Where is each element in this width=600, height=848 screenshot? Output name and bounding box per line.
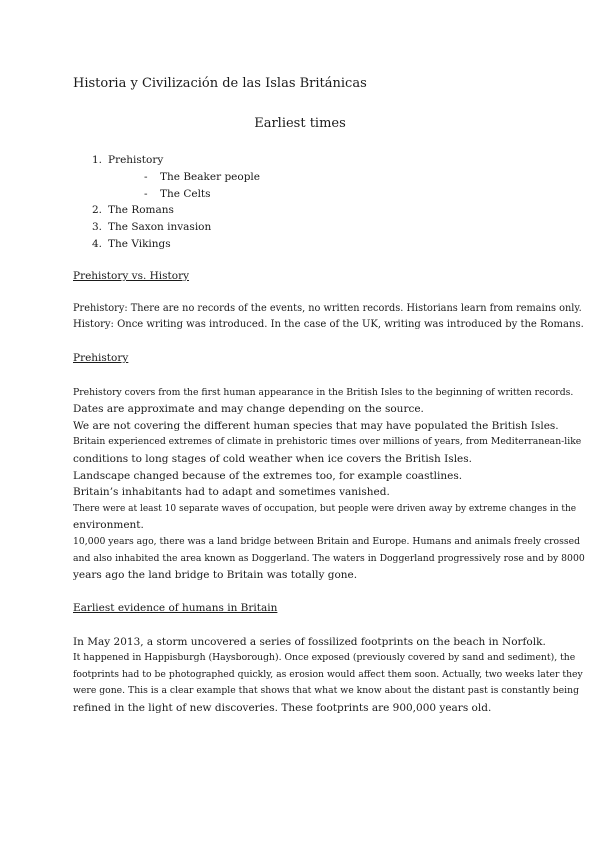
paragraph-line: Dates are approximate and may change depending on the source. xyxy=(73,403,424,416)
paragraph-line: In May 2013, a storm uncovered a series of fossilized footprints on the beach in Norfolk. xyxy=(73,635,546,648)
paragraph-line: and also inhabited the area known as Doggerland. The waters in Doggerland progressively rose and by 8000 xyxy=(73,552,585,564)
section-prehistory xyxy=(73,350,585,584)
toc-number: 2. xyxy=(92,204,103,217)
paragraph-line: refined in the light of new discoveries. These footprints are 900,000 years old. xyxy=(73,701,492,714)
paragraph-line: Prehistory covers from the first human appearance in the British Isles to the beginning of written records. xyxy=(73,386,574,398)
toc-subitem-celts xyxy=(92,186,260,203)
section-heading: Prehistory xyxy=(73,352,129,364)
toc-label: The Romans xyxy=(108,204,174,217)
toc-label: Prehistory xyxy=(108,154,164,166)
toc-number: 4. xyxy=(92,237,103,250)
toc-label: The Celts xyxy=(160,187,211,200)
paragraph-line: 10,000 years ago, there was a land bridge between Britain and Europe. Humans and animals freely crossed xyxy=(73,535,581,547)
paragraph-line: There were at least 10 separate waves of occupation, but people were driven away by extreme changes in the xyxy=(73,503,577,514)
toc-bullet: - xyxy=(144,170,148,183)
paragraph-line: were gone. This is a clear example that shows that what we know about the distant past is constantly being xyxy=(73,685,579,697)
paragraph-line: It happened in Happisburgh (Haysborough). Once exposed (previously covered by sand and sediment), the xyxy=(73,652,576,664)
paragraph-line: footprints had to be photographed quickly, as erosion would affect them soon. Actually, two weeks later they xyxy=(73,668,583,680)
toc-item-romans xyxy=(92,202,260,219)
paragraph-line: Britain’s inhabitants had to adapt and sometimes vanished. xyxy=(73,486,390,499)
table-of-contents xyxy=(92,152,260,253)
paragraph-line: History: Once writing was introduced. In the case of the UK, writing was introduced by the Romans. xyxy=(73,319,584,331)
section-earliest-evidence xyxy=(73,600,583,717)
toc-label: The Vikings xyxy=(108,237,171,250)
toc-subitem-beaker-people xyxy=(92,169,260,186)
toc-number: 3. xyxy=(92,221,103,234)
toc-label: The Beaker people xyxy=(160,170,260,183)
paragraph-line: Britain experienced extremes of climate in prehistoric times over millions of years, from Mediterranean-like xyxy=(73,436,582,448)
paragraph-line: Prehistory: There are no records of the events, no written records. Historians learn from remains only. xyxy=(73,302,582,314)
section-body xyxy=(73,634,583,717)
paragraph-line: environment. xyxy=(73,519,144,532)
toc-bullet: - xyxy=(144,187,148,200)
toc-item-prehistory xyxy=(92,152,260,169)
toc-item-vikings xyxy=(92,236,260,253)
section-prehistory-vs-history xyxy=(73,268,584,334)
section-heading: Earliest evidence of humans in Britain xyxy=(73,602,278,614)
paragraph-line: Landscape changed because of the extremes too, for example coastlines. xyxy=(73,469,463,482)
toc-label: The Saxon invasion xyxy=(108,221,212,234)
paragraph-line: years ago the land bridge to Britain was totally gone. xyxy=(73,569,358,582)
section-heading: Prehistory vs. History xyxy=(73,270,190,282)
section-body xyxy=(73,301,584,334)
toc-number: 1. xyxy=(92,154,103,166)
paragraph-line: conditions to long stages of cold weather when ice covers the British Isles. xyxy=(73,452,472,465)
toc-item-saxon-invasion xyxy=(92,219,260,236)
section-body xyxy=(73,385,585,584)
paragraph-line: We are not covering the different human species that may have populated the British Isles. xyxy=(73,419,559,432)
page-title: Earliest times xyxy=(254,116,346,131)
document-header: Historia y Civilización de las Islas Británicas xyxy=(73,76,367,91)
